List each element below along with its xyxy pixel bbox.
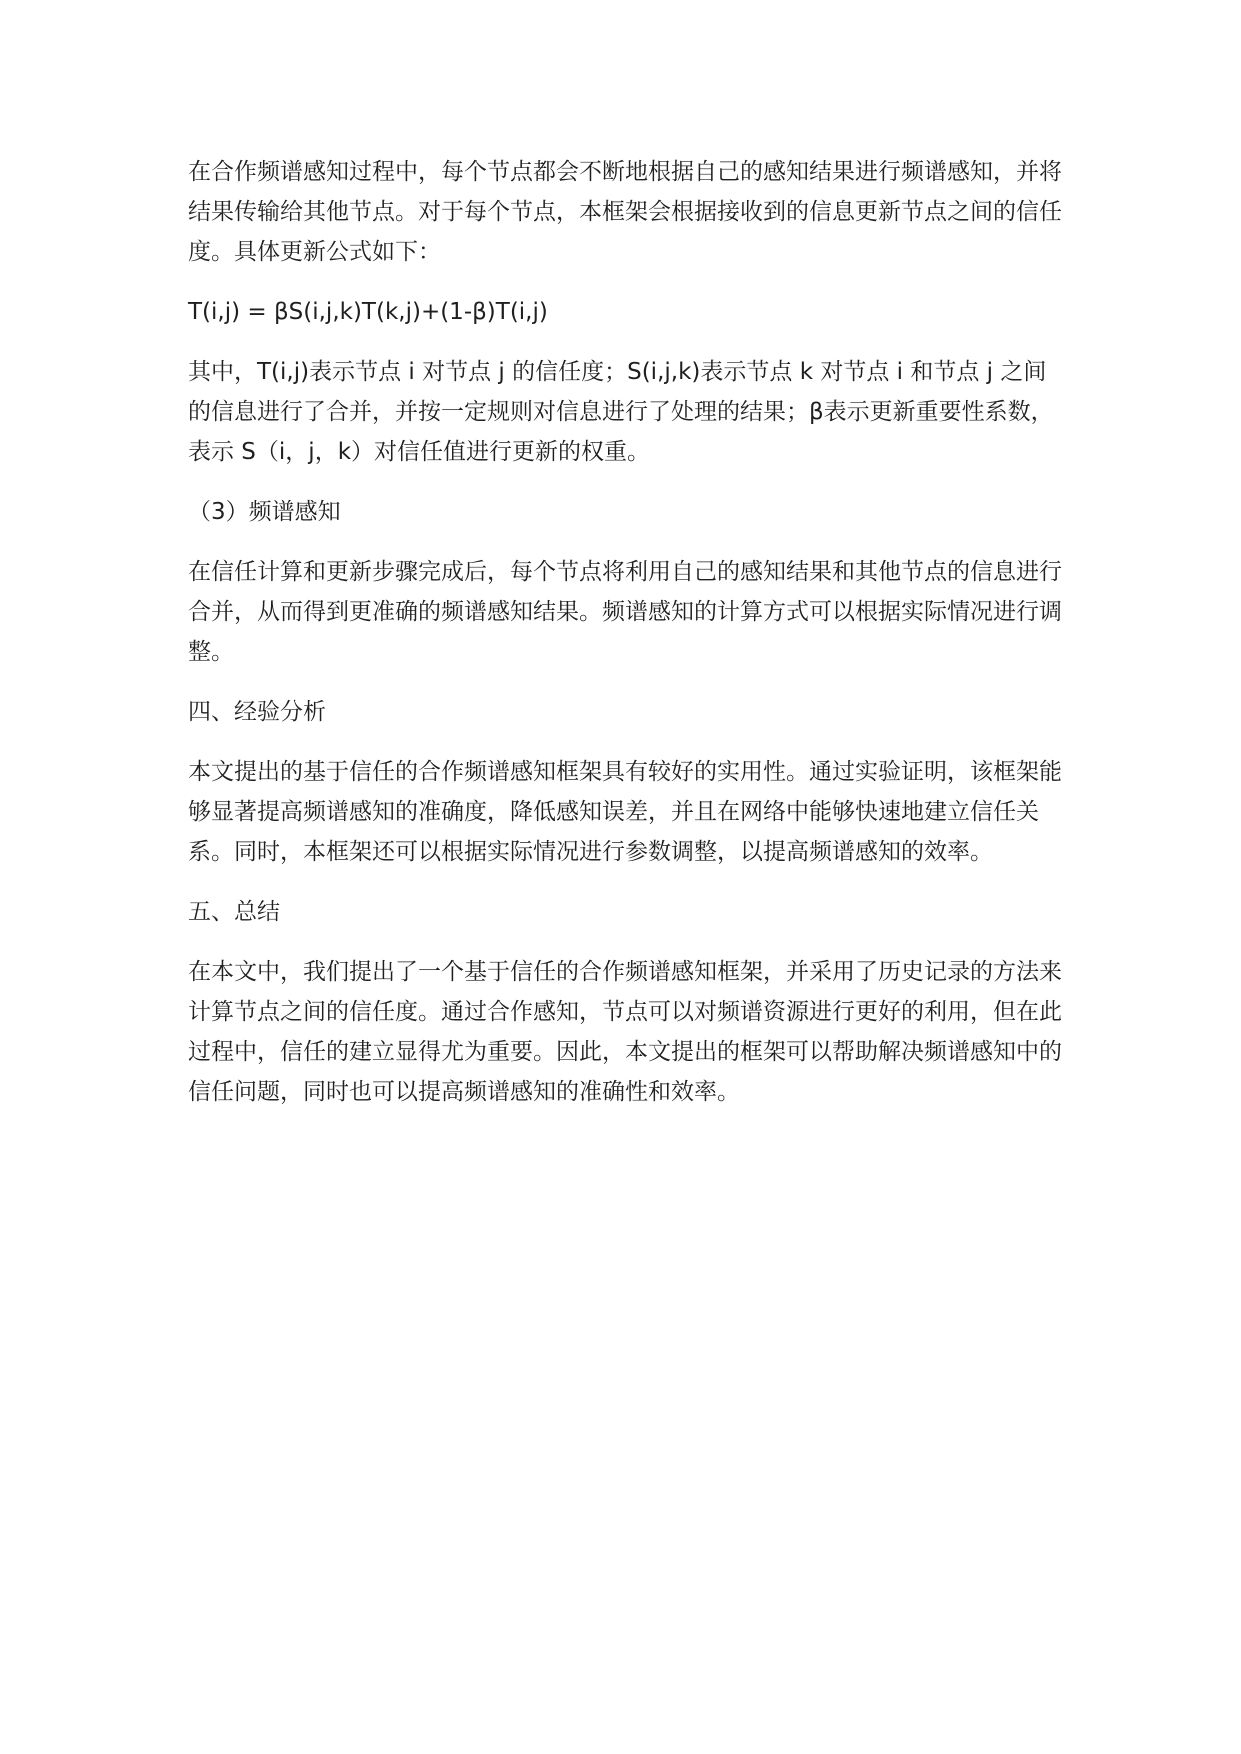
- paragraph-spectrum-sensing: 在信任计算和更新步骤完成后，每个节点将利用自己的感知结果和其他节点的信息进行合并，从而得到更准确的频谱感知结果。频谱感知的计算方式可以根据实际情况进行调整。: [188, 559, 1062, 665]
- document-body: [188, 152, 1064, 1132]
- paragraph-formula: T(i,j) = βS(i,j,k)T(k,j)+(1-β)T(i,j): [188, 299, 548, 325]
- heading-conclusion: 五、总结: [188, 899, 280, 925]
- paragraph-empirical-analysis: 本文提出的基于信任的合作频谱感知框架具有较好的实用性。通过实验证明，该框架能够显著提高频谱感知的准确度，降低感知误差，并且在网络中能够快速地建立信任关系。同时，本框架还可以根据实际情况进行参数调整，以提高频谱感知的效率。: [188, 759, 1062, 865]
- paragraph-formula-explanation: 其中，T(i,j)表示节点 i 对节点 j 的信任度；S(i,j,k)表示节点 k 对节点 i 和节点 j 之间的信息进行了合并，并按一定规则对信息进行了处理的结果；β表示更新重要性系数，表示 S（i，j，k）对信任值进行更新的权重。: [188, 359, 1054, 465]
- paragraph-trust-update-intro: 在合作频谱感知过程中，每个节点都会不断地根据自己的感知结果进行频谱感知，并将结果传输给其他节点。对于每个节点，本框架会根据接收到的信息更新节点之间的信任度。具体更新公式如下：: [188, 159, 1062, 265]
- heading-spectrum-sensing: （3）频谱感知: [188, 499, 341, 525]
- paragraph-conclusion: 在本文中，我们提出了一个基于信任的合作频谱感知框架，并采用了历史记录的方法来计算节点之间的信任度。通过合作感知，节点可以对频谱资源进行更好的利用，但在此过程中，信任的建立显得尤为重要。因此，本文提出的框架可以帮助解决频谱感知中的信任问题，同时也可以提高频谱感知的准确性和效率。: [188, 959, 1062, 1105]
- heading-empirical-analysis: 四、经验分析: [188, 699, 326, 725]
